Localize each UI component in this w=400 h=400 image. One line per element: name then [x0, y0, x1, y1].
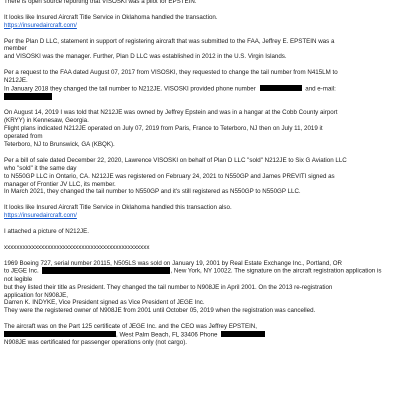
text-line	[4, 85, 396, 93]
text-line: Teterboro, NJ to Brunswick, GA (KBQK).	[4, 141, 115, 149]
redaction-block	[42, 267, 170, 273]
text-line: Per a request to the FAA dated August 07, 2017 from VISOSKI, they requested to change the tail number from N415LM to	[4, 69, 338, 77]
text-line: and VISOSKI was the manager. Further, Plan D LLC was established in 2012 in the U.S. Virgin Islands.	[4, 53, 287, 61]
text-line: but they listed their title as President. They changed the tail number to N908JE in April 2001. On the 2013 re-registration	[4, 283, 333, 291]
redaction-block	[260, 85, 302, 91]
text-line: not legible	[4, 275, 33, 283]
text-line	[4, 331, 396, 339]
text-line: It looks like Insured Aircraft Title Service in Oklahoma handled this transaction also.	[4, 204, 232, 212]
text-line: N212JE.	[4, 77, 28, 85]
text-line: N908JE was certificated for passenger operations only (not cargo).	[4, 339, 187, 347]
text-line: (KRYY) in Kennesaw, Georgia.	[4, 117, 89, 125]
redaction-block	[4, 93, 52, 99]
text-line: In March 2021, they changed the tail number to N550GP and it's still registered as N550GP to N550GP LLC.	[4, 188, 301, 196]
text-segment: and e-mail:	[305, 85, 336, 93]
text-segment: to JEGE Inc.	[4, 267, 39, 275]
text-line: manager of Frontier JV LLC, its member.	[4, 180, 116, 188]
text-line: It looks like Insured Aircraft Title Service in Oklahoma handled the transaction.	[4, 13, 218, 21]
text-line: There is open source reporting that VISOSKI was a pilot for EPSTEIN.	[4, 0, 197, 5]
insured-aircraft-link[interactable]: https://insuredaircraft.com/	[4, 21, 77, 29]
text-line: to N550GP LLC in Ontario, CA. N212JE was registered on February 24, 2021 to N550GP and James PREVITI signed as	[4, 172, 335, 180]
text-line: application for N908JE,	[4, 291, 68, 299]
redaction-block	[4, 331, 116, 337]
redaction-block	[221, 331, 265, 337]
insured-aircraft-link[interactable]: https://insuredaircraft.com/	[4, 212, 77, 220]
text-line: Per the Plan D LLC, statement in support of registering aircraft that was submitted to the FAA, Jeffrey E. EPSTEIN was a	[4, 37, 335, 45]
text-segment: In January 2018 they changed the tail number to N212JE. VISOSKI provided phone number	[4, 85, 256, 93]
separator-line: xxxxxxxxxxxxxxxxxxxxxxxxxxxxxxxxxxxxxxxxxxxxxxx	[4, 243, 150, 251]
text-segment: , New York, NY 10022. The signature on the aircraft registration application is	[170, 267, 382, 275]
text-line: Per a bill of sale dated December 22, 2020, Lawrence VISOSKI on behalf of Plan D LLC "sold" N212JE to Six G Aviation LLC	[4, 156, 347, 164]
text-line: They were the registered owner of N908JE from 2001 until October 05, 2019 when the registration was cancelled.	[4, 307, 316, 315]
text-line: The aircraft was on the Part 125 certificate of JEGE Inc. and the CEO was Jeffrey EPSTEIN,	[4, 323, 257, 331]
text-segment: , West Palm Beach, FL 33406 Phone	[116, 331, 218, 339]
text-line: On August 14, 2019 I was told that N212JE was owned by Jeffrey Epstein and was in a hangar at the Cobb County airport	[4, 109, 338, 117]
text-line: 1969 Boeing 727, serial number 20115, N505LS was sold on January 19, 2001 by Real Estate Exchange Inc., Portland, OR	[4, 259, 343, 267]
text-line: Flight plans indicated N212JE operated on July 07, 2019 from Paris, France to Teterboro, NJ then on July 11, 2019 it	[4, 125, 323, 133]
text-line: operated from	[4, 133, 43, 141]
email-body	[4, 0, 396, 347]
text-line	[4, 267, 396, 275]
text-line: member	[4, 45, 27, 53]
text-line: Darren K. INDYKE, Vice President signed as Vice President of JEGE Inc.	[4, 299, 205, 307]
text-line: who "sold" it the same day	[4, 164, 77, 172]
text-line: I attached a picture of N212JE.	[4, 227, 89, 235]
